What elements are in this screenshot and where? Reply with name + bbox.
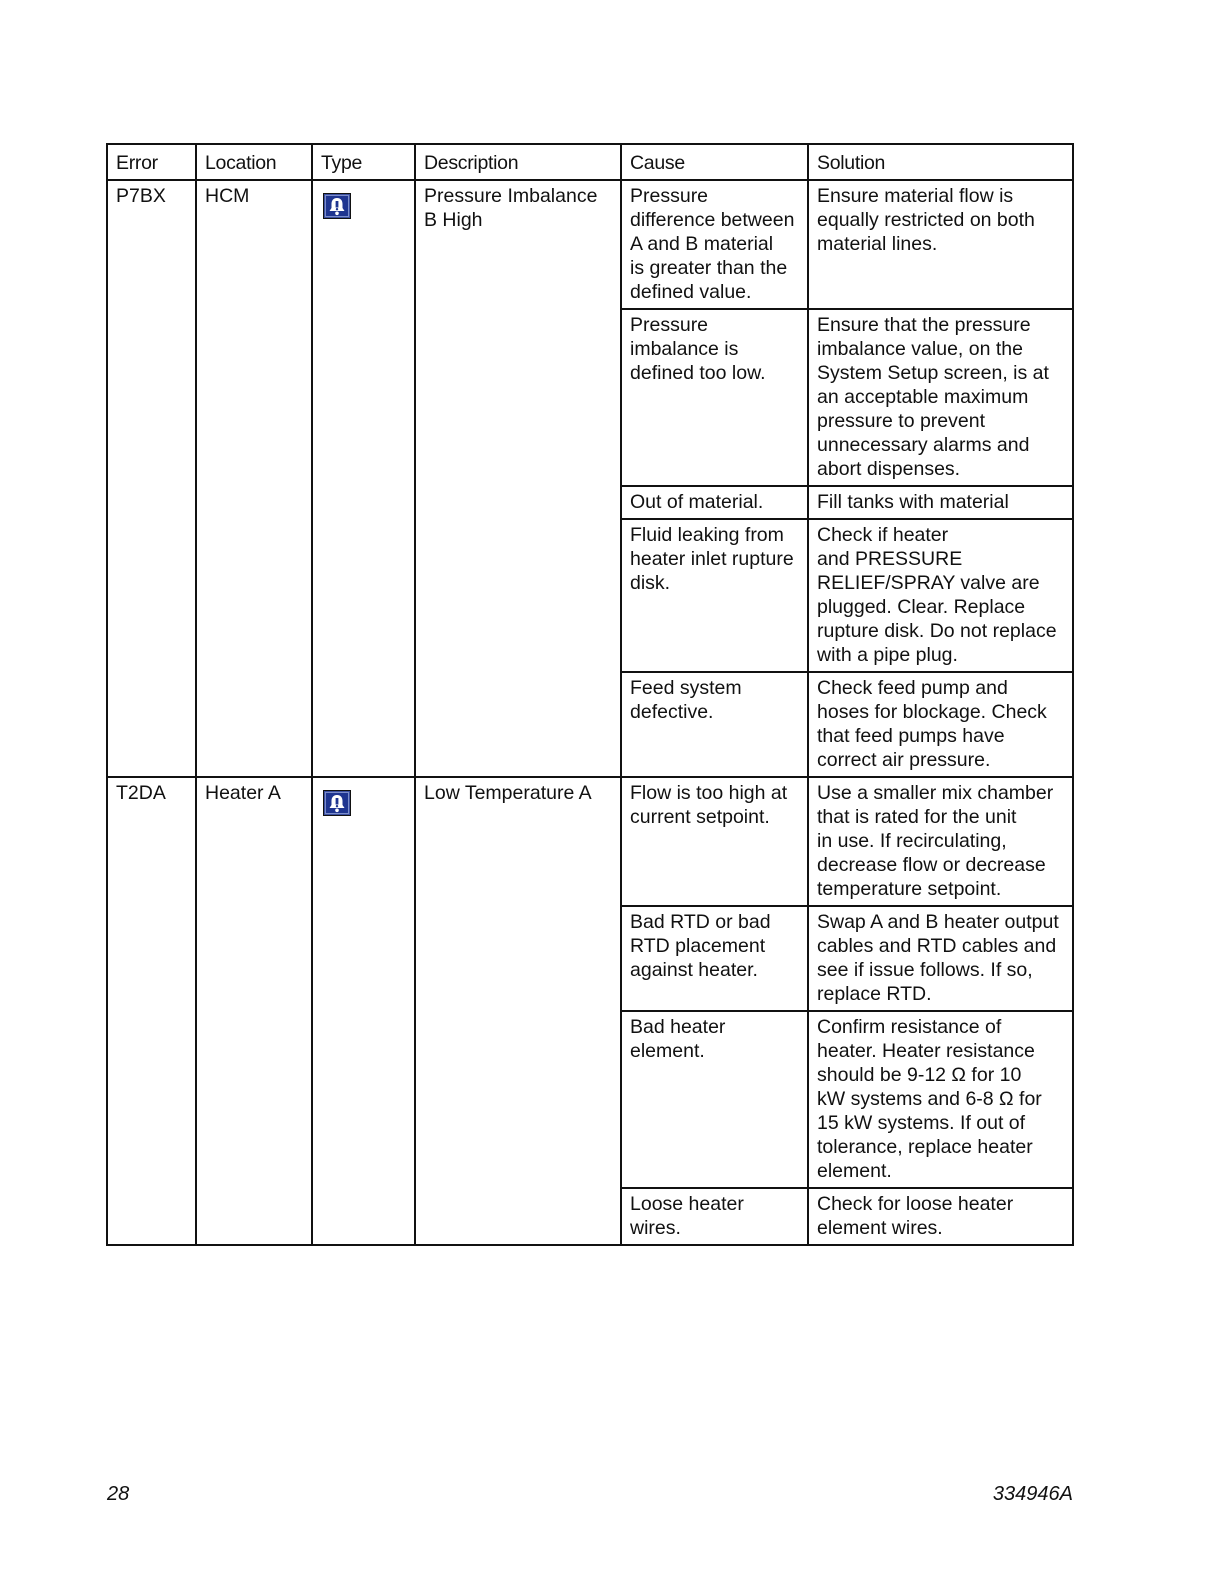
solution-cell-line: correct air pressure. — [817, 749, 991, 771]
cause-cell-line: Bad heater — [630, 1016, 726, 1038]
solution-cell-line: decrease flow or decrease — [817, 854, 1046, 876]
cause-cell — [621, 309, 808, 486]
cause-cell-line: Loose heater — [630, 1193, 744, 1215]
cause-cell-line: Flow is too high at — [630, 782, 788, 804]
solution-cell-line: kW systems and 6-8 Ω for — [817, 1088, 1042, 1110]
solution-cell — [808, 1188, 1073, 1245]
solution-cell — [808, 1011, 1073, 1188]
cause-cell-line: difference between — [630, 209, 795, 231]
cause-cell-line: defined value. — [630, 281, 752, 303]
cause-cell-line: wires. — [630, 1217, 681, 1239]
cause-cell — [621, 519, 808, 672]
cause-cell — [621, 777, 808, 906]
error-description-line: Pressure Imbalance — [424, 185, 598, 207]
solution-cell-line: material lines. — [817, 233, 938, 255]
cause-cell-line: Feed system — [630, 677, 742, 699]
error-description-line: Low Temperature A — [424, 782, 592, 804]
solution-cell-line: temperature setpoint. — [817, 878, 1002, 900]
cause-cell-line: heater inlet rupture — [630, 548, 794, 570]
solution-cell-line: an acceptable maximum — [817, 386, 1029, 408]
solution-cell — [808, 309, 1073, 486]
cause-cell — [621, 1011, 808, 1188]
error-location: Heater A — [196, 777, 312, 1245]
solution-cell — [808, 519, 1073, 672]
solution-cell-line: hoses for blockage. Check — [817, 701, 1047, 723]
solution-cell — [808, 906, 1073, 1011]
error-description — [415, 180, 621, 777]
solution-cell-line: with a pipe plug. — [817, 644, 958, 666]
solution-cell-line: equally restricted on both — [817, 209, 1035, 231]
solution-cell-line: Check feed pump and — [817, 677, 1008, 699]
solution-cell-line: Check for loose heater — [817, 1193, 1014, 1215]
header-type: Type — [312, 144, 415, 180]
alarm-bell-icon — [323, 193, 351, 219]
solution-cell-line: Swap A and B heater output — [817, 911, 1059, 933]
error-type — [312, 180, 415, 777]
error-code: T2DA — [107, 777, 196, 1245]
solution-cell-line: Fill tanks with material — [817, 491, 1009, 513]
solution-cell-line: Check if heater — [817, 524, 949, 546]
solution-cell-line: and PRESSURE — [817, 548, 963, 570]
solution-cell-line: Use a smaller mix chamber — [817, 782, 1054, 804]
solution-cell-line: unnecessary alarms and — [817, 434, 1030, 456]
cause-cell-line: is greater than the — [630, 257, 788, 279]
header-description: Description — [415, 144, 621, 180]
cause-cell-line: element. — [630, 1040, 705, 1062]
header-solution: Solution — [808, 144, 1073, 180]
cause-cell-line: A and B material — [630, 233, 774, 255]
solution-cell-line: Ensure that the pressure — [817, 314, 1031, 336]
solution-cell-line: replace RTD. — [817, 983, 932, 1005]
cause-cell-line: imbalance is — [630, 338, 739, 360]
solution-cell-line: Confirm resistance of — [817, 1016, 1002, 1038]
header-row — [107, 144, 1073, 180]
solution-cell-line: imbalance value, on the — [817, 338, 1023, 360]
cause-cell-line: Out of material. — [630, 491, 764, 513]
cause-cell-line: current setpoint. — [630, 806, 770, 828]
solution-cell-line: RELIEF/SPRAY valve are — [817, 572, 1040, 594]
header-error: Error — [107, 144, 196, 180]
solution-cell-line: tolerance, replace heater — [817, 1136, 1033, 1158]
error-code: P7BX — [107, 180, 196, 777]
cause-cell-line: defined too low. — [630, 362, 766, 384]
error-description — [415, 777, 621, 1245]
solution-cell-line: pressure to prevent — [817, 410, 986, 432]
cause-cell-line: Pressure — [630, 314, 709, 336]
solution-cell-line: 15 kW systems. If out of — [817, 1112, 1026, 1134]
error-type — [312, 777, 415, 1245]
cause-cell-line: Bad RTD or bad — [630, 911, 771, 933]
header-location: Location — [196, 144, 312, 180]
solution-cell-line: element wires. — [817, 1217, 943, 1239]
solution-cell-line: plugged. Clear. Replace — [817, 596, 1026, 618]
cause-cell — [621, 486, 808, 519]
cause-cell-line: disk. — [630, 572, 671, 594]
table-body — [107, 180, 1073, 1245]
table-row — [107, 180, 1073, 309]
cause-cell-line: Pressure — [630, 185, 709, 207]
solution-cell-line: in use. If recirculating, — [817, 830, 1007, 852]
solution-cell-line: System Setup screen, is at — [817, 362, 1049, 384]
solution-cell — [808, 486, 1073, 519]
cause-cell-line: defective. — [630, 701, 714, 723]
header-cause: Cause — [621, 144, 808, 180]
solution-cell-line: cables and RTD cables and — [817, 935, 1057, 957]
solution-cell-line: should be 9-12 Ω for 10 — [817, 1064, 1022, 1086]
cause-cell — [621, 906, 808, 1011]
solution-cell-line: that feed pumps have — [817, 725, 1005, 747]
cause-cell — [621, 180, 808, 309]
cause-cell-line: RTD placement — [630, 935, 766, 957]
solution-cell-line: Ensure material flow is — [817, 185, 1014, 207]
table-row — [107, 777, 1073, 906]
document-id: 334946A — [992, 1483, 1073, 1505]
solution-cell-line: heater. Heater resistance — [817, 1040, 1035, 1062]
alarm-bell-icon — [323, 790, 351, 816]
solution-cell — [808, 672, 1073, 777]
solution-cell-line: rupture disk. Do not replace — [817, 620, 1057, 642]
cause-cell-line: Fluid leaking from — [630, 524, 784, 546]
error-location: HCM — [196, 180, 312, 777]
solution-cell-line: that is rated for the unit — [817, 806, 1017, 828]
solution-cell-line: element. — [817, 1160, 892, 1182]
solution-cell-line: see if issue follows. If so, — [817, 959, 1033, 981]
cause-cell — [621, 672, 808, 777]
page-number: 28 — [107, 1483, 130, 1505]
error-description-line: B High — [424, 209, 483, 231]
cause-cell-line: against heater. — [630, 959, 758, 981]
solution-cell — [808, 777, 1073, 906]
solution-cell-line: abort dispenses. — [817, 458, 961, 480]
solution-cell — [808, 180, 1073, 309]
cause-cell — [621, 1188, 808, 1245]
error-table — [106, 143, 1074, 1246]
